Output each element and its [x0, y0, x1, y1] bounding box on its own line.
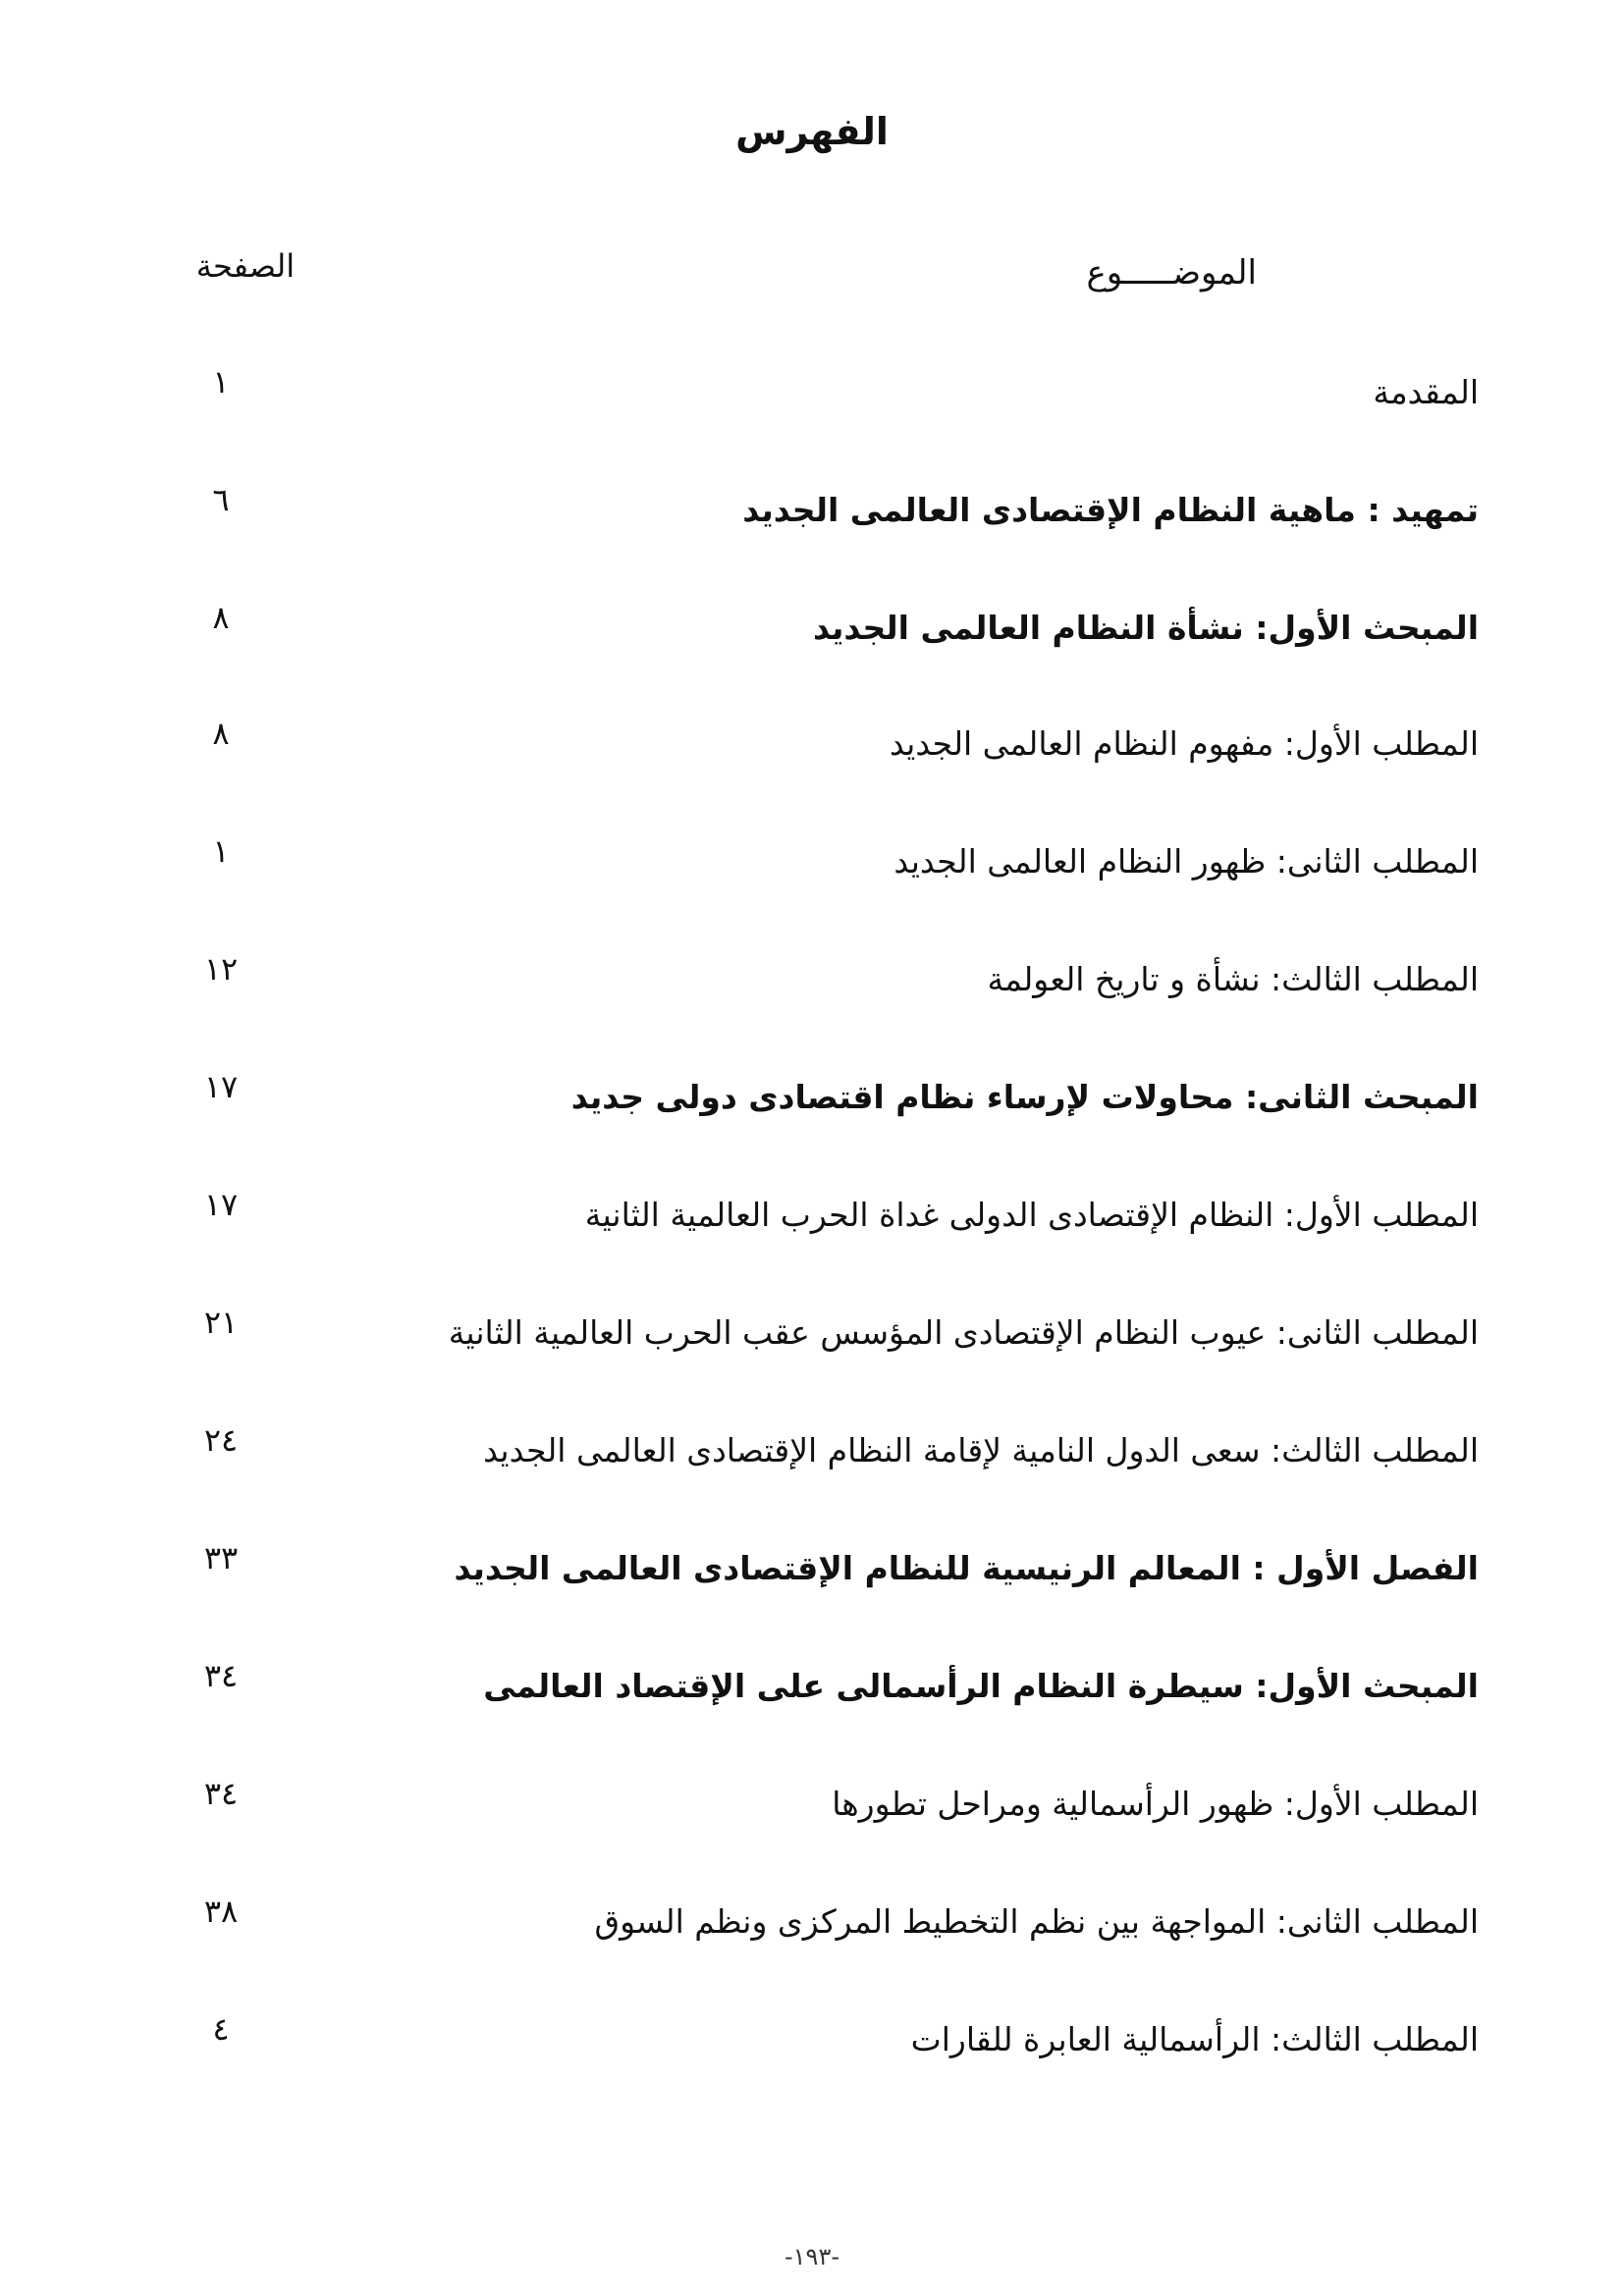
toc-entry: [0, 1893, 1624, 1961]
toc-entry-page: ٤: [212, 2010, 230, 2048]
toc-entry-title: المطلب الثانى: المواجهة بين نظم التخطيط المركزى ونظم السوق: [594, 1902, 1479, 1941]
toc-entry-title: الفصل الأول : المعالم الرنيسية للنظام الإقتصادى العالمى الجديد: [454, 1549, 1479, 1587]
column-header-topic: الموضـــــوع: [1086, 253, 1257, 293]
toc-entry: [0, 1775, 1624, 1843]
toc-entry: [0, 832, 1624, 901]
toc-entry-title: تمهيد : ماهية النظام الإقتصادى العالمى الجديد: [742, 491, 1479, 529]
toc-entry-page: ٢٤: [203, 1421, 239, 1459]
toc-entry-title: المطلب الأول: النظام الإقتصادى الدولى غداة الحرب العالمية الثانية: [584, 1196, 1479, 1234]
toc-entry: [0, 1657, 1624, 1726]
toc-entry-page: ٦: [212, 481, 230, 518]
toc-entry-title: المطلب الثالث: نشأة و تاريخ العولمة: [987, 960, 1479, 998]
toc-entry-title: المطلب الأول: ظهور الرأسمالية ومراحل تطورها: [832, 1785, 1479, 1823]
toc-entry-page: ١٢: [203, 950, 239, 988]
toc-entry-page: ٣٤: [203, 1657, 239, 1694]
toc-entry-page: ١: [212, 363, 230, 400]
toc-entry: [0, 481, 1624, 550]
toc-entry-title: المبحث الأول: نشأة النظام العالمى الجديد: [812, 609, 1479, 647]
toc-entry-page: ١: [212, 832, 230, 870]
toc-entry: [0, 1304, 1624, 1372]
toc-entry-title: المبحث الأول: سيطرة النظام الرأسمالى على الإقتصاد العالمى: [483, 1667, 1479, 1705]
toc-entry: [0, 2010, 1624, 2079]
toc-entry-title: المطلب الثانى: ظهور النظام العالمى الجديد: [893, 842, 1479, 881]
toc-entry: [0, 1421, 1624, 1490]
toc-entry-page: ٣٨: [203, 1893, 239, 1930]
toc-entry-page: ١٧: [203, 1068, 239, 1105]
toc-entry-page: ٣٣: [203, 1539, 239, 1576]
toc-entry-title: المقدمة: [1373, 373, 1479, 411]
toc-entry-title: المبحث الثانى: محاولات لإرساء نظام اقتصادى دولى جديد: [570, 1078, 1479, 1116]
toc-entry: [0, 950, 1624, 1019]
toc-entry: [0, 599, 1624, 667]
toc-entry-title: المطلب الثالث: سعى الدول النامية لإقامة النظام الإقتصادى العالمى الجديد: [483, 1431, 1479, 1469]
toc-entry-title: المطلب الأول: مفهوم النظام العالمى الجديد: [889, 724, 1479, 763]
toc-entry: [0, 1186, 1624, 1255]
column-header-page: الصفحة: [195, 247, 296, 285]
toc-entry-page: ٣٤: [203, 1775, 239, 1812]
toc-entry-title: المطلب الثالث: الرأسمالية العابرة للقارات: [910, 2020, 1479, 2058]
toc-entry-page: ٨: [212, 715, 230, 752]
toc-entry-page: ٢١: [203, 1304, 239, 1341]
toc-entry-page: ٨: [212, 599, 230, 636]
page-number-footer: -١٩٣-: [784, 2243, 839, 2270]
toc-entry-title: المطلب الثانى: عيوب النظام الإقتصادى المؤسس عقب الحرب العالمية الثانية: [448, 1313, 1479, 1352]
page-title: الفهرس: [735, 110, 889, 153]
toc-entry: [0, 715, 1624, 783]
toc-entry: [0, 1539, 1624, 1608]
toc-entry-page: ١٧: [203, 1186, 239, 1223]
toc-entry: [0, 1068, 1624, 1137]
toc-entry: [0, 363, 1624, 432]
